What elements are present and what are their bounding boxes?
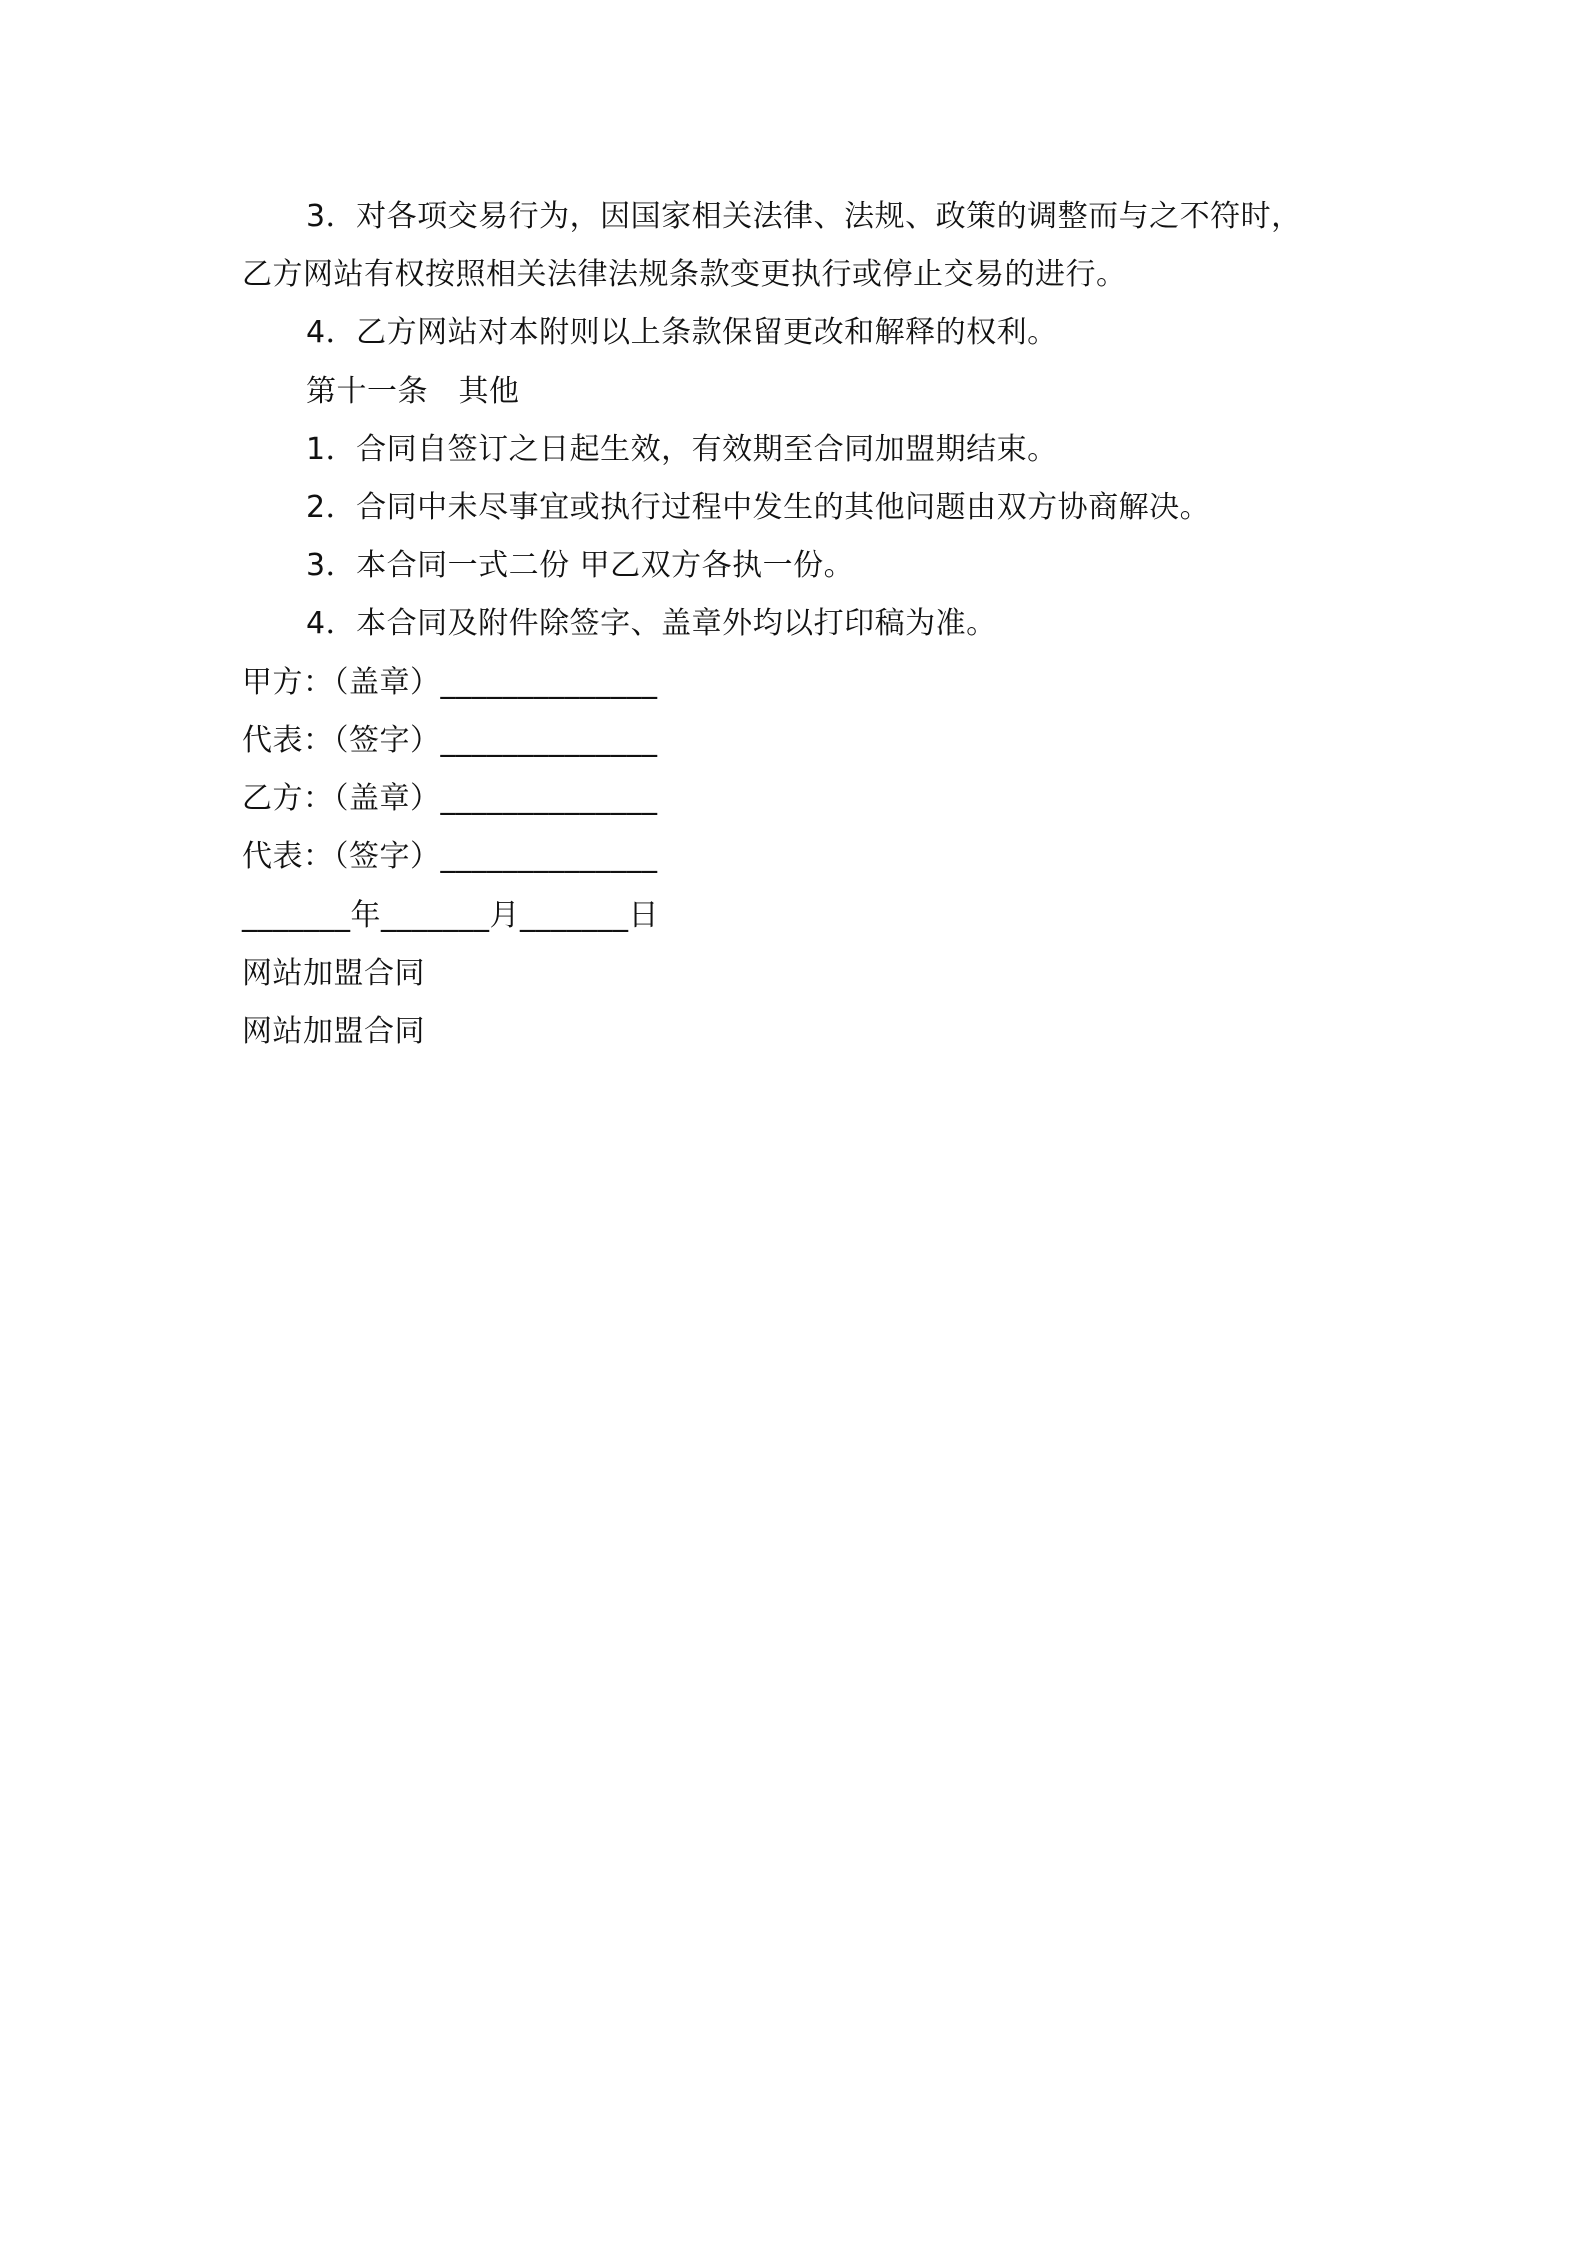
article-11-heading: 第十一条 其他 (306, 374, 520, 409)
party-b-representative-signature-line: 代表：（签字）______________ (242, 839, 658, 874)
article-11-item-4: 4．本合同及附件除签字、盖章外均以打印稿为准。 (306, 606, 997, 641)
party-b-seal-line: 乙方：（盖章）______________ (242, 781, 658, 816)
article-11-item-1: 1．合同自签订之日起生效，有效期至合同加盟期结束。 (306, 432, 1058, 467)
document-title-footer-1: 网站加盟合同 (242, 956, 425, 991)
article-11-item-3: 3．本合同一式二份 甲乙双方各执一份。 (306, 548, 855, 583)
party-a-seal-line: 甲方：（盖章）______________ (242, 665, 658, 700)
article-11-item-2: 2．合同中未尽事宜或执行过程中发生的其他问题由双方协商解决。 (306, 490, 1211, 525)
document-title-footer-2: 网站加盟合同 (242, 1014, 425, 1049)
clause-3-paragraph-line-1: 3．对各项交易行为，因国家相关法律、法规、政策的调整而与之不符时， (306, 199, 1302, 234)
party-a-representative-signature-line: 代表：（签字）______________ (242, 723, 658, 758)
date-line: _______年_______月_______日 (242, 898, 659, 933)
clause-3-paragraph-line-2: 乙方网站有权按照相关法律法规条款变更执行或停止交易的进行。 (242, 257, 1127, 292)
clause-4-paragraph: 4．乙方网站对本附则以上条款保留更改和解释的权利。 (306, 315, 1058, 350)
